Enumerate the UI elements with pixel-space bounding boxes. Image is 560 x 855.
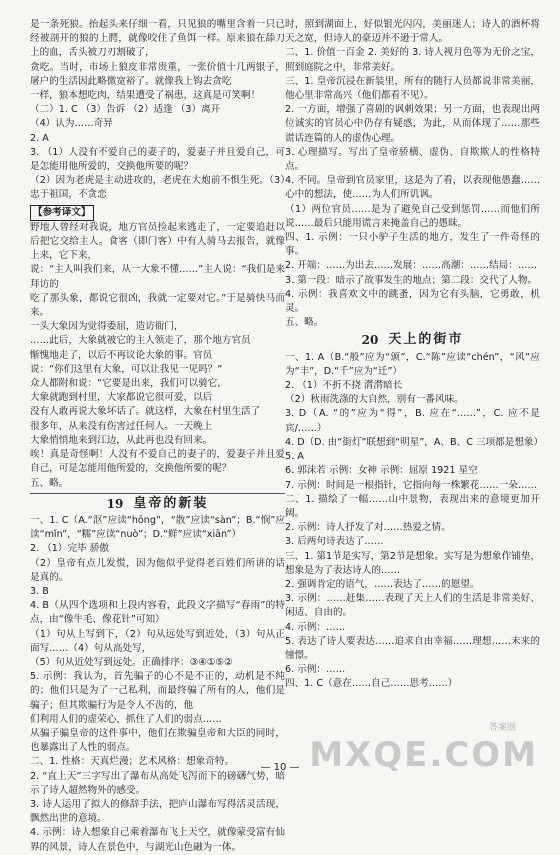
answer-line: （5）句从近处写到远处。正确排序：③④①⑤②	[30, 656, 233, 668]
answer-line: 2. （1）完毕 骄傲	[30, 543, 109, 555]
answer-line: （2）因为老虎是主动进攻的，老虎在大炮前不惧生死。（3）忠于祖国，不贪恋	[30, 175, 285, 201]
answer-line: 3. 心理描写。写出了皇帝骄横、虚伪、自欺欺人的性格特点。	[285, 146, 540, 173]
answer-line: 从骗子骗皇帝的这件事中，他们在欺骗皇帝和大臣的同时，也暴露出了人性的弱点。	[30, 727, 285, 754]
answer-line: 3. 诗人运用了拟人的修辞手法，把庐山瀑布写得活灵活现，飘然出世的意境。	[30, 798, 285, 825]
answer-line: 3. B	[30, 585, 49, 597]
answer-line: 5. A	[285, 451, 304, 463]
right-paragraphs-2	[285, 351, 544, 692]
answer-line	[30, 203, 285, 221]
answer-line: 吃了那头象，都说它很凶，我就一定要对它。”于是骑快马而来。	[30, 292, 285, 319]
watermark: MXQE.COM	[309, 735, 538, 775]
answer-line: 一、1. C（A.“沤”应读“hōng”，“散”应读“sàn”；B.“悯”应读“mǐn”，“糯”应读“nuò”；D.“鲜”应读“xiān”）	[30, 514, 285, 541]
left-paragraphs	[30, 18, 285, 491]
answer-line: 4. 不同。皇帝到官员家里，这是为了看，以表现他愚蠢……心中的想法，使……为人们所讥讽。	[285, 175, 540, 201]
answer-line: 2. （1）不折不挠 潸潸暗长	[285, 380, 403, 392]
answer-line: 很多年，从来没有伤害过任何人。一天晚上	[30, 420, 213, 432]
answer-line: 5. 示例：我认为，首先骗子的心不是不正的，动机是不纯的；他们只是为了一己私利，而最终骗了所有的人，他们是骗子；但其欺骗行为是令人不齿的，他	[30, 671, 285, 711]
answer-line: 2. “直上天”三字写出了瀑布从高处飞泻而下的磅礴气势，暗示了诗人超然物外的感受。	[30, 770, 285, 796]
lesson-title: 天上的街市	[388, 332, 464, 348]
reference-label: 【参考译文】	[30, 205, 94, 221]
answer-line: 三、1. 皇帝沉浸在新装里，所有的随行人员都说非常美丽，他心里非常高兴（他们都看不见）。	[285, 75, 540, 102]
watermark-sub: 答案圈	[488, 723, 516, 733]
lesson-number: 19	[106, 496, 124, 511]
answer-line: 4. 示例：我喜欢文中的跳蚤，因为它有头脑，它勇敢，机灵。	[285, 288, 540, 315]
lesson-heading-19	[30, 497, 285, 511]
answer-line: 大象就跑到村里，大家都说它很可爱，以后	[30, 392, 213, 404]
answer-line: ……此后，大象就被它的主人领走了，那个地方官员	[30, 335, 251, 347]
answer-line: 四、1. C（意在……自己……思考……）	[285, 678, 458, 690]
answer-line: 4. B（从四个选项和上段内容看，此段文字描写“春雨”的特点，由“像牛毛、像花针”可知）	[30, 600, 285, 626]
answer-line: 说：“你们这里有大象，可以让我见一见吗？”	[30, 363, 223, 375]
answer-line: 4. 示例：诗人想象自己乘着瀑布飞上天空，就像蒙受富有仙界的风景，诗人在景色中，与湖光山色融为一体。	[30, 827, 285, 853]
answer-line: 一、1. A（B.“般”应为“颁”，C.“陈”应读“chén”，“风”应为“丰”，D.“千”应为“迁”）	[285, 351, 540, 377]
answer-line: 一头大象因为觉得委屈，造访衙门，	[30, 321, 184, 333]
answer-line: 说：“主人叫我们来，从一大象不懂……”主人说：“我们是来拜访的	[30, 264, 285, 290]
answer-line: 四、1. 示例：一只小驴子生活的地方，发生了一件奇怪的事。	[285, 232, 540, 258]
answer-line: 二、1. 描绘了一幅……山中景物，表现出来的意境更加开阔。	[285, 493, 540, 519]
left-column	[30, 18, 285, 855]
answer-line: 4. 示例：……	[285, 621, 346, 633]
answer-line: 4. D（D. 由“街灯”联想到“明星”，A、B、C 三项都是想象）	[285, 436, 544, 448]
answer-line: 2. 示例：诗人抒发了对……热爱之情。	[285, 522, 451, 534]
lesson-title: 皇帝的新装	[133, 495, 209, 511]
answer-line: 2. 开端：……为出去……发展：……高潮：……结局：……	[285, 260, 538, 272]
answer-line: 三、1. 第1节是实写，第2节是想象。实写是为想象作铺垫，想象是为了表达诗人的……	[285, 550, 540, 576]
answer-line: 3. 后两句诗表达了……	[285, 536, 384, 548]
answer-line: 二、1. 性格：天真烂漫；艺术风格：想象奇特。	[30, 756, 235, 768]
answer-line: 3. 第一段：暗示了故事发生的地点；第二段：交代了人物。	[285, 274, 538, 286]
answer-line: 们利用人们的虚荣心，抓住了人们的弱点……	[30, 713, 222, 725]
left-paragraphs-2	[30, 514, 285, 855]
answer-line: 6. 郭沫若 示例：女神 示例：屈原 1921 星空	[285, 465, 478, 477]
answer-line: （1）两位官员……是为了避免自己受到惩罚……而他们所说……最后只能用谎言来掩盖自己的愚昧。	[285, 203, 540, 229]
answer-line: 二、1. 价值一百金 2. 美好的 3. 诗人视月色等为无价之宝，照到庭院之中，非常美好。	[285, 47, 540, 73]
answer-line: 时，照到湖面上，好似银光闪闪，美丽迷人；诗人的酒杯将天之宽，但诗人的豪迈并不逊于常人。	[285, 19, 540, 45]
answer-line: 6. 示例：……	[285, 664, 346, 676]
answer-line: （二）1. C （3）告诉 （2）适逢 （3）离开	[30, 104, 221, 116]
answer-line: 3. （1）人没有不爱自己的妻子的，爱妻子并且爱自己，可是怎能用他所爱的，交换他所要的呢？	[30, 146, 285, 173]
answer-line: 一样，狼本想吃肉，结果遭受了祸患，这真是可笑啊！	[30, 90, 261, 102]
lesson-heading-20	[285, 333, 540, 347]
answer-line: 五、略。	[30, 477, 69, 489]
answer-line: 2. 强调肯定的语气，……表达了……的愿望。	[285, 578, 480, 590]
answer-line: （2）秋雨洗涤的大自然，别有一番风味。	[285, 394, 464, 406]
answer-line: 2. A	[30, 132, 49, 144]
answer-line: 五、略。	[285, 317, 324, 329]
divider	[30, 493, 285, 494]
answer-line: 3. 示例：……赶集……表现了天上人们的生活是非常美好、闲适、自由的。	[285, 593, 540, 619]
right-column	[285, 18, 544, 692]
answer-line: 5. 表达了诗人要表达……追求自由幸福……理想……未来的憧憬。	[285, 635, 540, 661]
answer-line: （1）句从上写到下，（2）句从远处写到近处，（3）句从正面写……（4）句从高处写，	[30, 628, 285, 654]
right-paragraphs	[285, 18, 540, 330]
answer-line: 大象悄悄地来到江边，从此再也没有回来。	[30, 434, 213, 446]
answer-line: 惭愧地走了，以后不再议论大象的事。官员	[30, 349, 213, 361]
answer-line: 没有人敢再说大象坏话了。就这样，大象在村里生活了	[30, 406, 261, 418]
answer-line: 2. 一方面，增强了喜剧的讽刺效果；另一方面，也表现出两位诚实的官员心中仍存有疑惑，为此，从而体现了……那些谎话连篇的人的虚伪心理。	[285, 104, 540, 144]
answer-line: 7. 示例：时间是一根指针，它指向每一株繁花……一朵……	[285, 479, 538, 491]
answer-line: 众人都附和说：“它要是出来，我们可以骑它，	[30, 378, 227, 390]
answer-line: 野地人曾经对我说，地方官员捡起来逃走了，一定要追赶以后把它交给主人。食客（即门客）中有人骑马去报告，就像上来，它下来，	[30, 221, 285, 262]
answer-line: 贪吃。当时，市场上狼皮非常贵重，一张价值十几两银子，屠户的生活因此略微宽裕了。就像我上钩去贪吃	[30, 61, 285, 87]
answer-line: 3. D（A. “的”应为“得”，B. 应在“……”，C. 应不是宾/……）	[285, 408, 540, 434]
lesson-number: 20	[361, 333, 379, 348]
page-number: — 10 —	[260, 762, 300, 773]
answer-line: （4）认为……奇异	[30, 118, 113, 130]
answer-line: 唉！真是奇怪啊！人没有不爱自己的妻子的，爱妻子并且爱自己，可是怎能用他所爱的，交换他所要的呢？	[30, 449, 285, 475]
answer-line: 是一条死狼。抬起头来仔细一看，只见狼的嘴里含着一只已经被剖开的狼的上腭，就像咬住了鱼饵一样。原来狼在舔刀上的血，舌头被刀刃割破了，	[30, 19, 285, 59]
answer-line: （2）皇帝有点儿发慌，因为他似乎觉得老百姓们所讲的话是真的。	[30, 557, 285, 583]
